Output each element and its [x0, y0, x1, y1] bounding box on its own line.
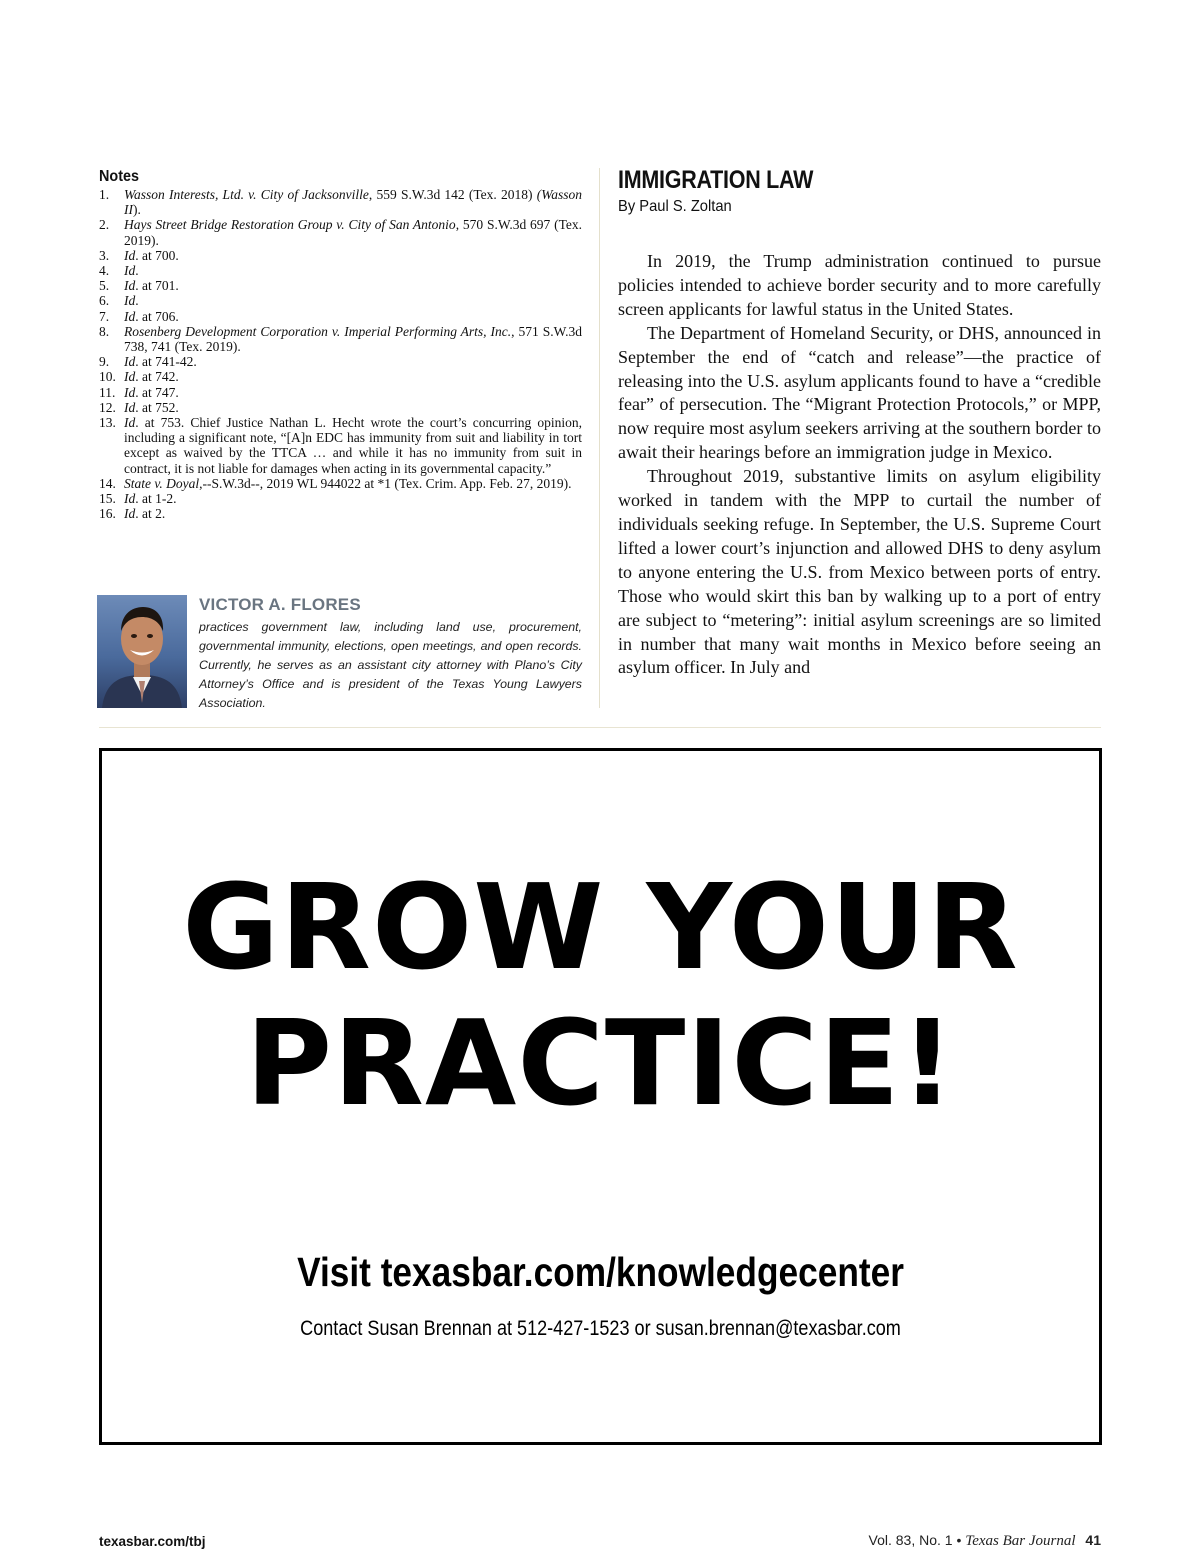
note-number: 14. — [99, 475, 116, 491]
ad-headline-line1: GROW YOUR — [182, 858, 1019, 996]
note-item — [99, 491, 582, 506]
note-citation: Id — [124, 354, 136, 370]
note-number: 7. — [99, 308, 110, 324]
note-text: , 570 S.W.3d 697 (Tex. 2019). — [124, 217, 582, 248]
note-item — [99, 293, 582, 308]
note-citation: Id — [124, 263, 136, 279]
note-number: 1. — [99, 187, 110, 202]
note-item — [99, 309, 582, 324]
note-number: 8. — [99, 323, 110, 339]
ad-headline-line2: PRACTICE! — [245, 994, 956, 1132]
footer-volume: Vol. 83, No. 1 — [868, 1532, 953, 1548]
note-number: 13. — [99, 415, 116, 431]
note-citation-short: (Wasson II — [124, 187, 582, 218]
note-text: . at 700. — [135, 247, 179, 263]
note-text: . — [135, 263, 139, 279]
note-text: . at 1-2. — [135, 491, 177, 507]
note-citation: Id — [124, 293, 136, 309]
note-citation: Rosenberg Development Corporation v. Imperial Performing Arts, Inc. — [124, 323, 512, 339]
note-item — [99, 369, 582, 384]
author-bio-box — [97, 595, 582, 710]
note-item — [99, 506, 582, 521]
note-citation: Id — [124, 415, 136, 431]
notes-list — [99, 187, 582, 521]
author-name: VICTOR A. FLORES — [199, 595, 361, 614]
article — [618, 166, 1101, 680]
notes-section — [99, 168, 582, 521]
note-text: . at 741-42. — [135, 354, 197, 370]
note-text: , 559 S.W.3d 142 (Tex. 2018) — [368, 187, 533, 202]
note-item — [99, 385, 582, 400]
note-number: 6. — [99, 293, 110, 309]
note-item — [99, 248, 582, 263]
note-citation: Id — [124, 399, 136, 415]
article-body — [618, 250, 1101, 680]
note-citation: Id — [124, 369, 136, 385]
note-citation: Id — [124, 308, 136, 324]
note-item — [99, 400, 582, 415]
ad-headline — [102, 859, 1099, 1131]
note-citation: Id — [124, 384, 136, 400]
note-text: . at 701. — [135, 278, 179, 294]
footer-site: texasbar.com/tbj — [99, 1534, 206, 1549]
note-number: 5. — [99, 278, 110, 294]
note-citation: Id — [124, 247, 136, 263]
note-text: . at 742. — [135, 369, 179, 385]
note-text: . at 753. Chief Justice Nathan L. Hecht wrote the court’s concurring opinion, including a significant note, “[A]n EDC has immunity from suit and liability in tort except as waived by the TTCA … and while it has no immunity from suit in contract, it is not liable for damages when acting in its governmental capacity.” — [124, 415, 582, 476]
horizontal-rule — [99, 727, 1101, 728]
note-item — [99, 263, 582, 278]
note-text: . at 2. — [135, 506, 166, 522]
footer-journal: Texas Bar Journal — [965, 1533, 1076, 1549]
notes-heading: Notes — [99, 168, 140, 185]
section-title: IMMIGRATION LAW — [618, 166, 814, 194]
author-photo — [97, 595, 187, 708]
footer-bullet: • — [956, 1532, 962, 1548]
page-number: 41 — [1085, 1532, 1101, 1548]
note-citation: State v. Doyal — [124, 475, 200, 491]
note-citation: Wasson Interests, Ltd. v. City of Jacksonville — [124, 187, 369, 202]
note-item — [99, 278, 582, 293]
note-number: 16. — [99, 506, 116, 522]
advertisement-box — [99, 748, 1102, 1445]
note-text: . — [135, 293, 139, 309]
note-citation: Id — [124, 491, 136, 507]
note-citation: Hays Street Bridge Restoration Group v. City of San Antonio — [124, 217, 456, 233]
note-item — [99, 324, 582, 354]
note-item — [99, 187, 582, 217]
note-number: 3. — [99, 247, 110, 263]
footer-info — [869, 1532, 1102, 1550]
note-text: . at 752. — [135, 399, 179, 415]
note-item — [99, 354, 582, 369]
column-divider — [599, 168, 600, 708]
note-number: 4. — [99, 263, 110, 279]
note-text: . at 706. — [135, 308, 179, 324]
note-number: 2. — [99, 217, 110, 233]
paragraph: Throughout 2019, substantive limits on asylum eligibility worked in tandem with the MPP to curtail the number of individuals seeking refuge. In September, the U.S. Supreme Court lifted a lower court’s injunction and allowed DHS to deny asylum to anyone entering the U.S. from Mexico between ports of entry. Those who would skirt this ban by walking up to a port of entry are subject to “metering”: initial asylum screenings are so limited in number that many wait months in Mexico before seeing an asylum officer. In July and — [618, 466, 1101, 678]
ad-contact: Contact Susan Brennan at 512-427-1523 or susan.brennan@texasbar.com — [300, 1317, 901, 1340]
note-number: 15. — [99, 491, 116, 507]
note-number: 9. — [99, 354, 110, 370]
note-citation: Id — [124, 506, 136, 522]
note-text: ,--S.W.3d--, 2019 WL 944022 at *1 (Tex. Crim. App. Feb. 27, 2019). — [199, 475, 572, 491]
note-item — [99, 415, 582, 476]
note-number: 10. — [99, 369, 116, 385]
paragraph: In 2019, the Trump administration continued to pursue policies intended to achieve border security and to more carefully screen applicants for lawful status in the United States. — [618, 251, 1101, 319]
note-citation: Id — [124, 278, 136, 294]
author-bio-text: practices government law, including land use, procurement, governmental immunity, elections, open meetings, and open records. Currently, he serves as an assistant city attorney with Plano’s City Attorney’s Office and is president of the Texas Young Lawyers Association. — [199, 620, 582, 710]
note-text: ). — [133, 202, 141, 218]
note-text: . at 747. — [135, 384, 179, 400]
paragraph: The Department of Homeland Security, or DHS, announced in September the end of “catch and release”—the practice of releasing into the U.S. asylum applicants found to have a “credible fear” of persecution. The “Migrant Protection Protocols,” or MPP, now require most asylum seekers arriving at the southern border to await their hearings before an immigration judge in Mexico. — [618, 322, 1101, 463]
note-item — [99, 476, 582, 491]
ad-call-to-action: Visit texasbar.com/knowledgecenter — [297, 1249, 904, 1295]
note-number: 11. — [99, 384, 116, 400]
note-number: 12. — [99, 399, 116, 415]
note-text: , 571 S.W.3d 738, 741 (Tex. 2019). — [124, 323, 582, 355]
byline: By Paul S. Zoltan — [618, 198, 732, 215]
note-item — [99, 217, 582, 247]
